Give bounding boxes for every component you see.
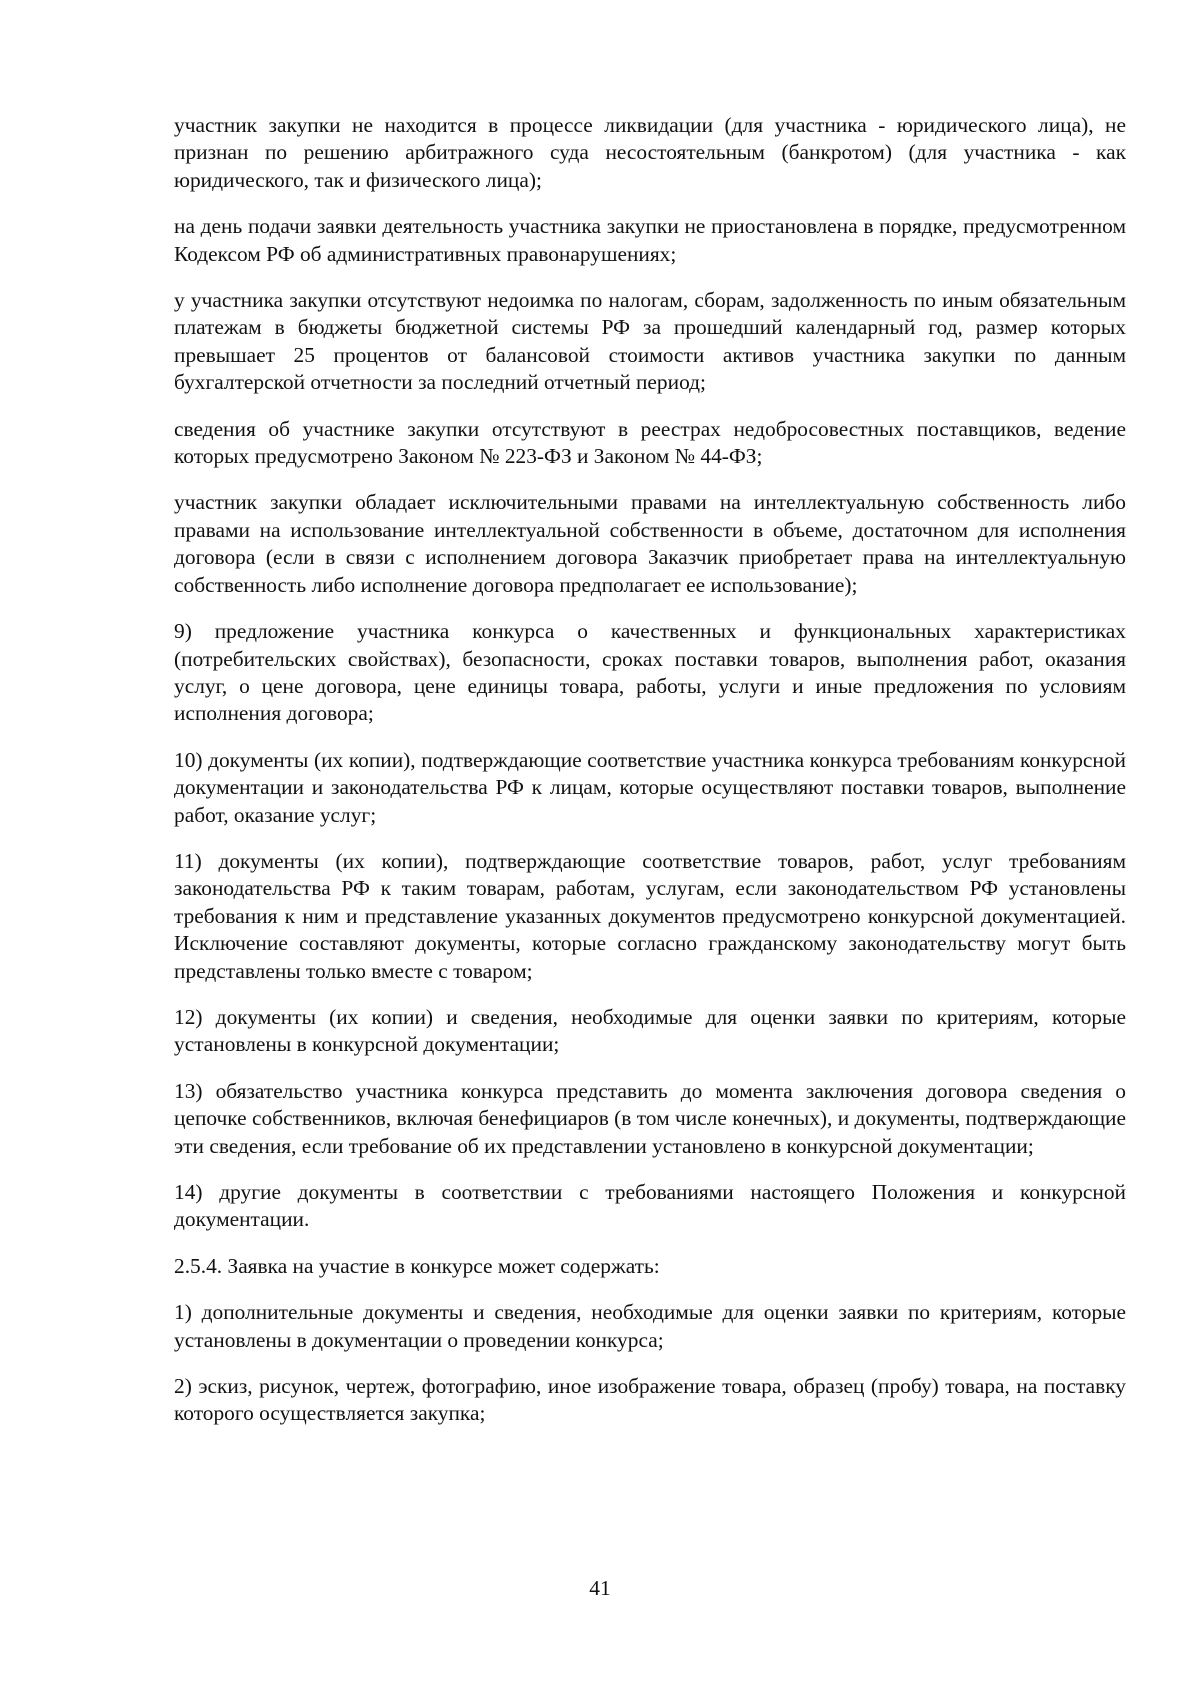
section-heading-2-5-4: 2.5.4. Заявка на участие в конкурсе может содержать: bbox=[174, 1253, 660, 1278]
paragraph-item-9: 9) предложение участника конкурса о качественных и функциональных характеристиках (потребительских свойствах), безопасности, сроках поставки товаров, выполнения работ, оказания услуг, о цене договора, цене единицы товара, работы, услуги и иные предложения по условиям исполнения договора; bbox=[174, 619, 1126, 726]
paragraph-no-tax-arrears: у участника закупки отсутствуют недоимка по налогам, сборам, задолженность по иным обязательным платежам в бюджеты бюджетной системы РФ за прошедший календарный год, размер которых превышает 25 процентов от балансовой стоимости активов участника закупки по данным бухгалтерской отчетности за последний отчетный период; bbox=[174, 288, 1126, 395]
paragraph-item-11: 11) документы (их копии), подтверждающие соответствие товаров, работ, услуг требованиям законодательства РФ к таким товарам, работам, услугам, если законодательством РФ установлены требования к ним и представление указанных документов предусмотрено конкурсной документацией. Исключение составляют документы, которые согласно гражданскому законодательству могут быть представлены только вместе с товаром; bbox=[174, 848, 1126, 983]
paragraph-not-suspended: на день подачи заявки деятельность участника закупки не приостановлена в порядке, предусмотренном Кодексом РФ об административных правонарушениях; bbox=[174, 214, 1126, 266]
paragraph-item-10: 10) документы (их копии), подтверждающие соответствие участника конкурса требованиям конкурсной документации и законодательства РФ к лицам, которые осуществляют поставки товаров, выполнение работ, оказание услуг; bbox=[174, 747, 1126, 827]
document-page bbox=[174, 112, 1126, 1447]
paragraph-optional-item-2: 2) эскиз, рисунок, чертеж, фотографию, иное изображение товара, образец (пробу) товара, на поставку которого осуществляется закупка; bbox=[174, 1374, 1126, 1426]
paragraph-item-14: 14) другие документы в соответствии с требованиями настоящего Положения и конкурсной документации. bbox=[174, 1180, 1126, 1232]
paragraph-item-12: 12) документы (их копии) и сведения, необходимые для оценки заявки по критериям, которые установлены в конкурсной документации; bbox=[174, 1004, 1126, 1057]
page-number: 41 bbox=[589, 1576, 611, 1600]
paragraph-registry: сведения об участнике закупки отсутствуют в реестрах недобросовестных поставщиков, ведение которых предусмотрено Законом № 223-ФЗ и Законом № 44-ФЗ; bbox=[174, 416, 1126, 469]
paragraph-optional-item-1: 1) дополнительные документы и сведения, необходимые для оценки заявки по критериям, которые установлены в документации о проведении конкурса; bbox=[174, 1300, 1126, 1352]
paragraph-item-13: 13) обязательство участника конкурса представить до момента заключения договора сведения о цепочке собственников, включая бенефициаров (в том числе конечных), и документы, подтверждающие эти сведения, если требование об их представлении установлено в конкурсной документации; bbox=[174, 1078, 1126, 1158]
paragraph-intellectual-property: участник закупки обладает исключительными правами на интеллектуальную собственность либо правами на использование интеллектуальной собственности в объеме, достаточном для исполнения договора (если в связи с исполнением договора Заказчик приобретает права на интеллектуальную собственность либо исполнение договора предполагает ее использование); bbox=[174, 490, 1126, 597]
paragraph-liquidation: участник закупки не находится в процессе ликвидации (для участника - юридического лица), не признан по решению арбитражного суда несостоятельным (банкротом) (для участника - как юридического, так и физического лица); bbox=[174, 113, 1126, 192]
